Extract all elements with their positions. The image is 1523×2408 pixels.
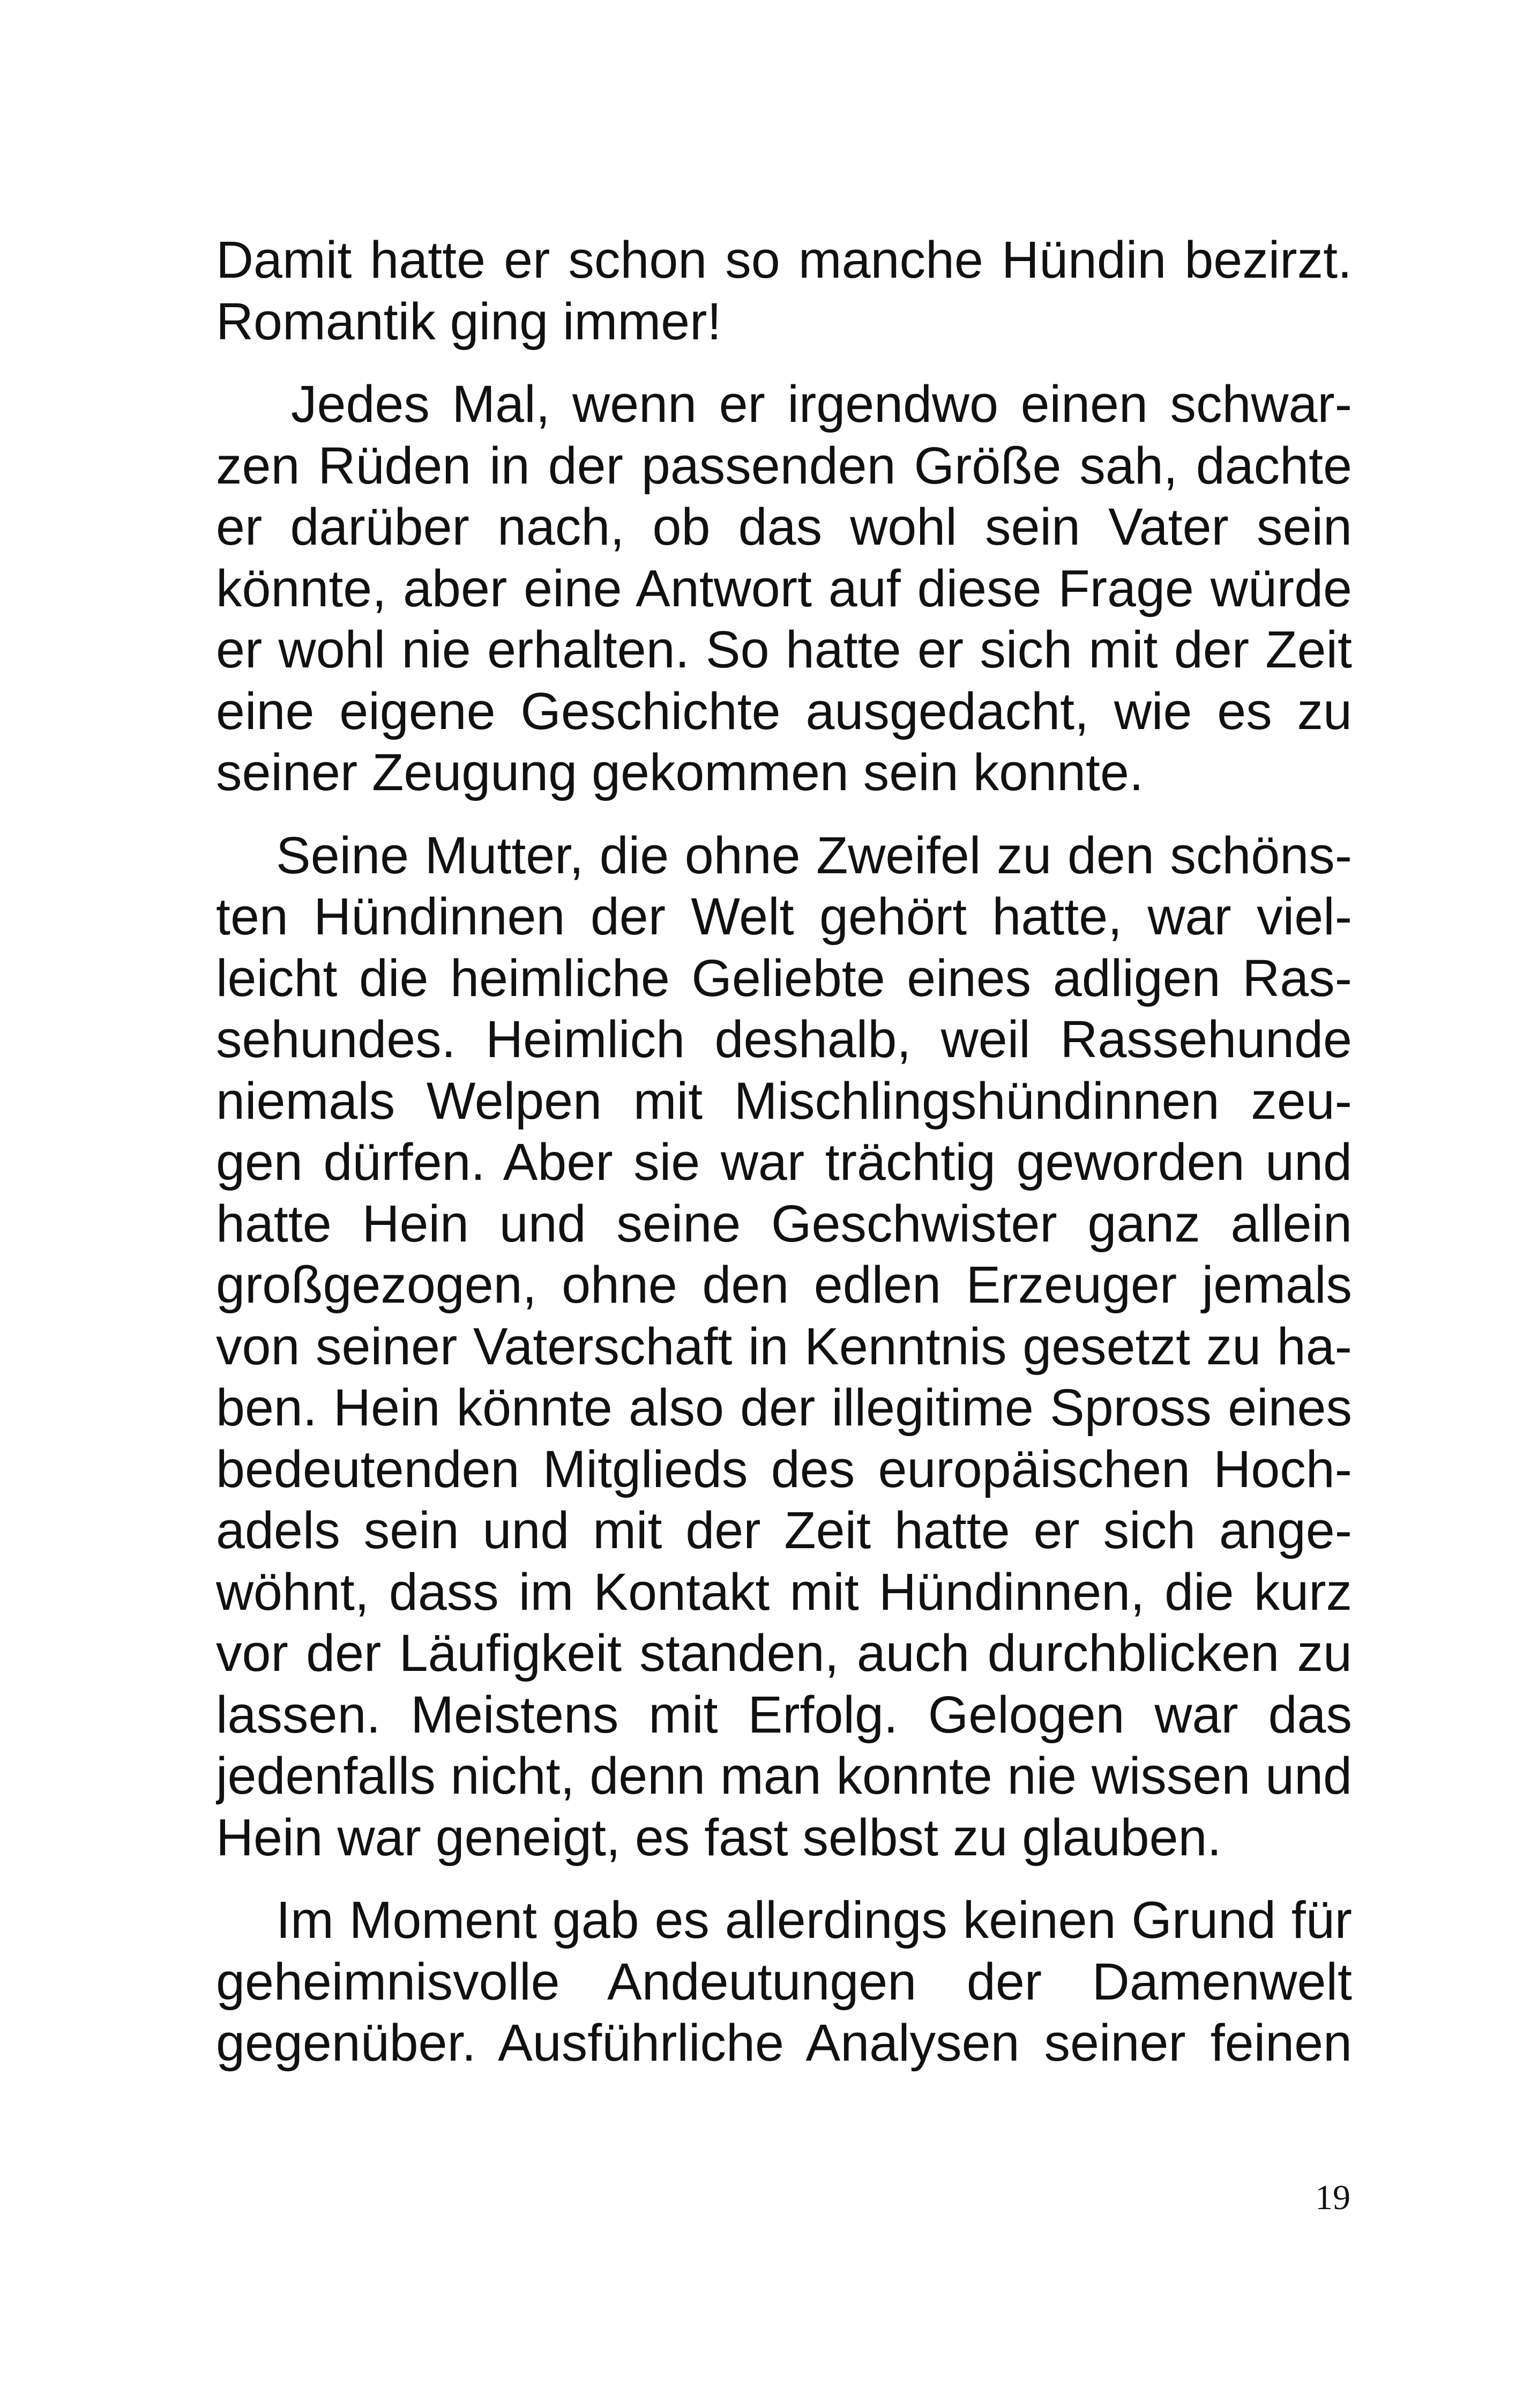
- text-line: lassen. Meistens mit Erfolg. Gelogen war das: [216, 1685, 1352, 1744]
- paragraph-2: [216, 374, 1352, 804]
- text-line: Im Moment gab es allerdings keinen Grund für: [276, 1891, 1352, 1949]
- text-line: gen dürfen. Aber sie war trächtig geworden und: [216, 1133, 1352, 1191]
- body-text: [216, 229, 1352, 2074]
- text-line: Jedes Mal, wenn er irgendwo einen schwar-: [291, 375, 1352, 433]
- text-line: eine eigene Geschichte ausgedacht, wie es zu: [216, 681, 1352, 740]
- text-line: er wohl nie erhalten. So hatte er sich mit der Zeit: [216, 620, 1352, 679]
- text-line: sehundes. Heimlich deshalb, weil Rassehunde: [216, 1010, 1352, 1068]
- text-line: großgezogen, ohne den edlen Erzeuger jemals: [216, 1255, 1352, 1314]
- paragraph-4: [216, 1890, 1352, 2074]
- text-line: ben. Hein könnte also der illegitime Spross eines: [216, 1378, 1352, 1437]
- page-number: 19: [1315, 2178, 1350, 2217]
- text-line: niemals Welpen mit Mischlingshündinnen zeu-: [216, 1071, 1352, 1130]
- text-line: adels sein und mit der Zeit hatte er sich ange-: [216, 1501, 1352, 1559]
- paragraph-1: [216, 229, 1352, 352]
- text-line: von seiner Vaterschaft in Kenntnis gesetzt zu ha-: [216, 1317, 1352, 1376]
- text-line: hatte Hein und seine Geschwister ganz allein: [216, 1194, 1352, 1253]
- text-line: könnte, aber eine Antwort auf diese Frage würde: [216, 559, 1352, 618]
- text-line: geheimnisvolle Andeutungen der Damenwelt: [216, 1952, 1352, 2011]
- text-line: Seine Mutter, die ohne Zweifel zu den schöns-: [276, 826, 1352, 885]
- text-line: leicht die heimliche Geliebte eines adligen Ras-: [216, 948, 1352, 1007]
- text-line: jedenfalls nicht, denn man konnte nie wissen und: [216, 1746, 1352, 1805]
- text-line: er darüber nach, ob das wohl sein Vater sein: [216, 497, 1352, 556]
- text-line: bedeutenden Mitglieds des europäischen Hoch-: [216, 1439, 1352, 1498]
- text-line: Damit hatte er schon so manche Hündin bezirzt.: [216, 231, 1352, 289]
- text-line: Romantik ging immer!: [216, 292, 722, 351]
- text-line: ten Hündinnen der Welt gehört hatte, war viel-: [216, 887, 1352, 946]
- text-line: gegenüber. Ausführliche Analysen seiner feinen: [216, 2013, 1352, 2072]
- text-line: zen Rüden in der passenden Größe sah, dachte: [216, 436, 1352, 495]
- text-line: Hein war geneigt, es fast selbst zu glauben.: [216, 1808, 1222, 1867]
- text-line: vor der Läufigkeit standen, auch durchblicken zu: [216, 1624, 1352, 1682]
- paragraph-3: [216, 825, 1352, 1869]
- text-line: wöhnt, dass im Kontakt mit Hündinnen, die kurz: [216, 1562, 1352, 1621]
- text-line: seiner Zeugung gekommen sein konnte.: [216, 743, 1144, 801]
